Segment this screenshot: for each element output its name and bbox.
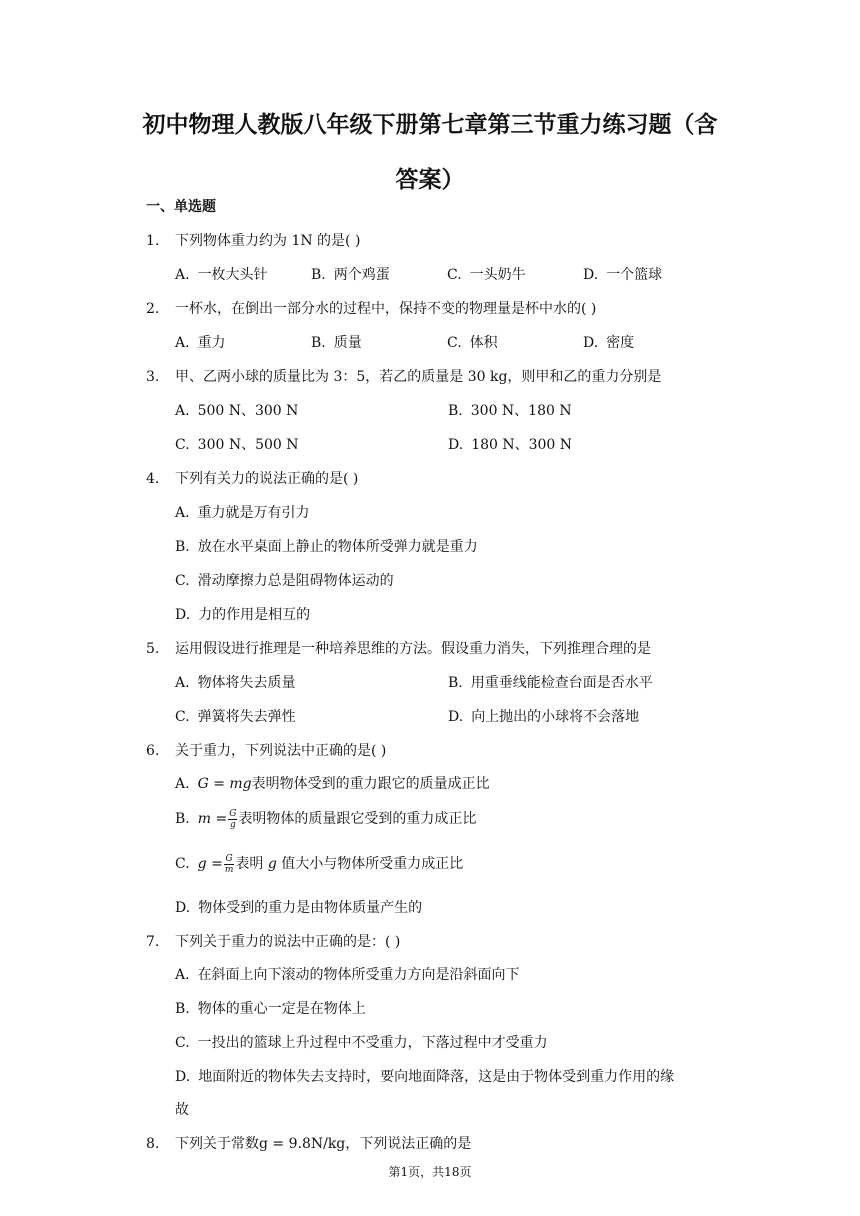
question-4 [146, 468, 358, 488]
q2-option-a: A. 重力 [175, 335, 226, 351]
question-text: 一杯水，在倒出一部分水的过程中，保持不变的物理量是杯中水的( ) [175, 301, 597, 317]
q3-option-c: C. 300 N、500 N [175, 437, 299, 453]
q5-option-b: B. 用重垂线能检查台面是否水平 [448, 675, 653, 691]
question-2 [146, 298, 596, 318]
q3-option-b: B. 300 N、180 N [448, 403, 572, 419]
q2-option-b: B. 质量 [311, 335, 362, 351]
question-text: 下列关于常数g = 9.8N/kg，下列说法正确的是 [175, 1136, 472, 1152]
fraction-g-over-g: $\frac{G}{g}$ [229, 808, 237, 830]
question-text: 运用假设进行推理是一种培养思维的方法。假设重力消失，下列推理合理的是 [175, 641, 651, 657]
q2-option-d: D. 密度 [583, 335, 635, 351]
q4-option-d: D. 力的作用是相互的 [175, 607, 311, 623]
page-title [130, 98, 730, 208]
q1-option-a: A. 一枚大头针 [175, 267, 268, 283]
q4-option-b: B. 放在水平桌面上静止的物体所受弹力就是重力 [175, 539, 478, 555]
question-number: 7. [146, 934, 160, 950]
question-text: 下列关于重力的说法中正确的是：( ) [175, 934, 401, 950]
q4-option-a: A. 重力就是万有引力 [175, 505, 310, 521]
question-6 [146, 740, 386, 760]
q6-option-c: C. g = $\frac{G}{m}$ 表明 g 值大小与物体所受重力成正比 [175, 853, 464, 875]
question-1 [146, 230, 360, 250]
q5-option-d: D. 向上抛出的小球将不会落地 [448, 709, 640, 725]
question-3 [146, 366, 661, 386]
question-number: 2. [146, 301, 160, 317]
q7-option-d: D. 地面附近的物体失去支持时，要向地面降落，这是由于物体受到重力作用的缘 [175, 1069, 675, 1085]
q5-option-a: A. 物体将失去质量 [175, 675, 296, 691]
question-text: 关于重力，下列说法中正确的是( ) [175, 743, 387, 759]
fraction-g-over-m: $\frac{G}{m}$ [224, 853, 234, 875]
q6-option-b: B. m = $\frac{G}{g}$ 表明物体的质量跟它受到的重力成正比 [175, 808, 477, 830]
q2-option-c: C. 体积 [447, 335, 498, 351]
page-footer: 第1页，共18页 [388, 1165, 472, 1179]
q3-option-a: A. 500 N、300 N [175, 403, 299, 419]
q7-option-b: B. 物体的重心一定是在物体上 [175, 1001, 366, 1017]
q7-option-c: C. 一投出的篮球上升过程中不受重力，下落过程中才受重力 [175, 1035, 548, 1051]
question-text: 下列有关力的说法正确的是( ) [175, 471, 359, 487]
question-5 [146, 638, 651, 658]
title-line-2: 答案） [395, 167, 465, 193]
q5-option-c: C. 弹簧将失去弹性 [175, 709, 296, 725]
question-number: 3. [146, 369, 160, 385]
question-number: 4. [146, 471, 160, 487]
question-number: 1. [146, 233, 160, 249]
q1-option-b: B. 两个鸡蛋 [311, 267, 390, 283]
q3-option-d: D. 180 N、300 N [448, 437, 573, 453]
q4-option-c: C. 滑动摩擦力总是阻碍物体运动的 [175, 573, 394, 589]
question-number: 6. [146, 743, 160, 759]
q1-option-d: D. 一个篮球 [583, 267, 663, 283]
q6-option-d: D. 物体受到的重力是由物体质量产生的 [175, 900, 423, 916]
q7-option-a: A. 在斜面上向下滚动的物体所受重力方向是沿斜面向下 [175, 967, 520, 983]
question-number: 8. [146, 1136, 160, 1152]
question-7 [146, 931, 400, 951]
q1-option-c: C. 一头奶牛 [447, 267, 526, 283]
section-heading: 一、单选题 [146, 199, 216, 215]
q7-option-d-continued: 故 [175, 1102, 189, 1118]
question-8 [146, 1133, 471, 1153]
q6-option-a: A. G = mg表明物体受到的重力跟它的质量成正比 [175, 776, 490, 792]
question-text: 甲、乙两小球的质量比为 3：5，若乙的质量是 30 kg，则甲和乙的重力分别是 [175, 369, 662, 385]
title-line-1: 初中物理人教版八年级下册第七章第三节重力练习题（含 [142, 112, 718, 138]
question-text: 下列物体重力约为 1N 的是( ) [175, 233, 361, 249]
question-number: 5. [146, 641, 160, 657]
